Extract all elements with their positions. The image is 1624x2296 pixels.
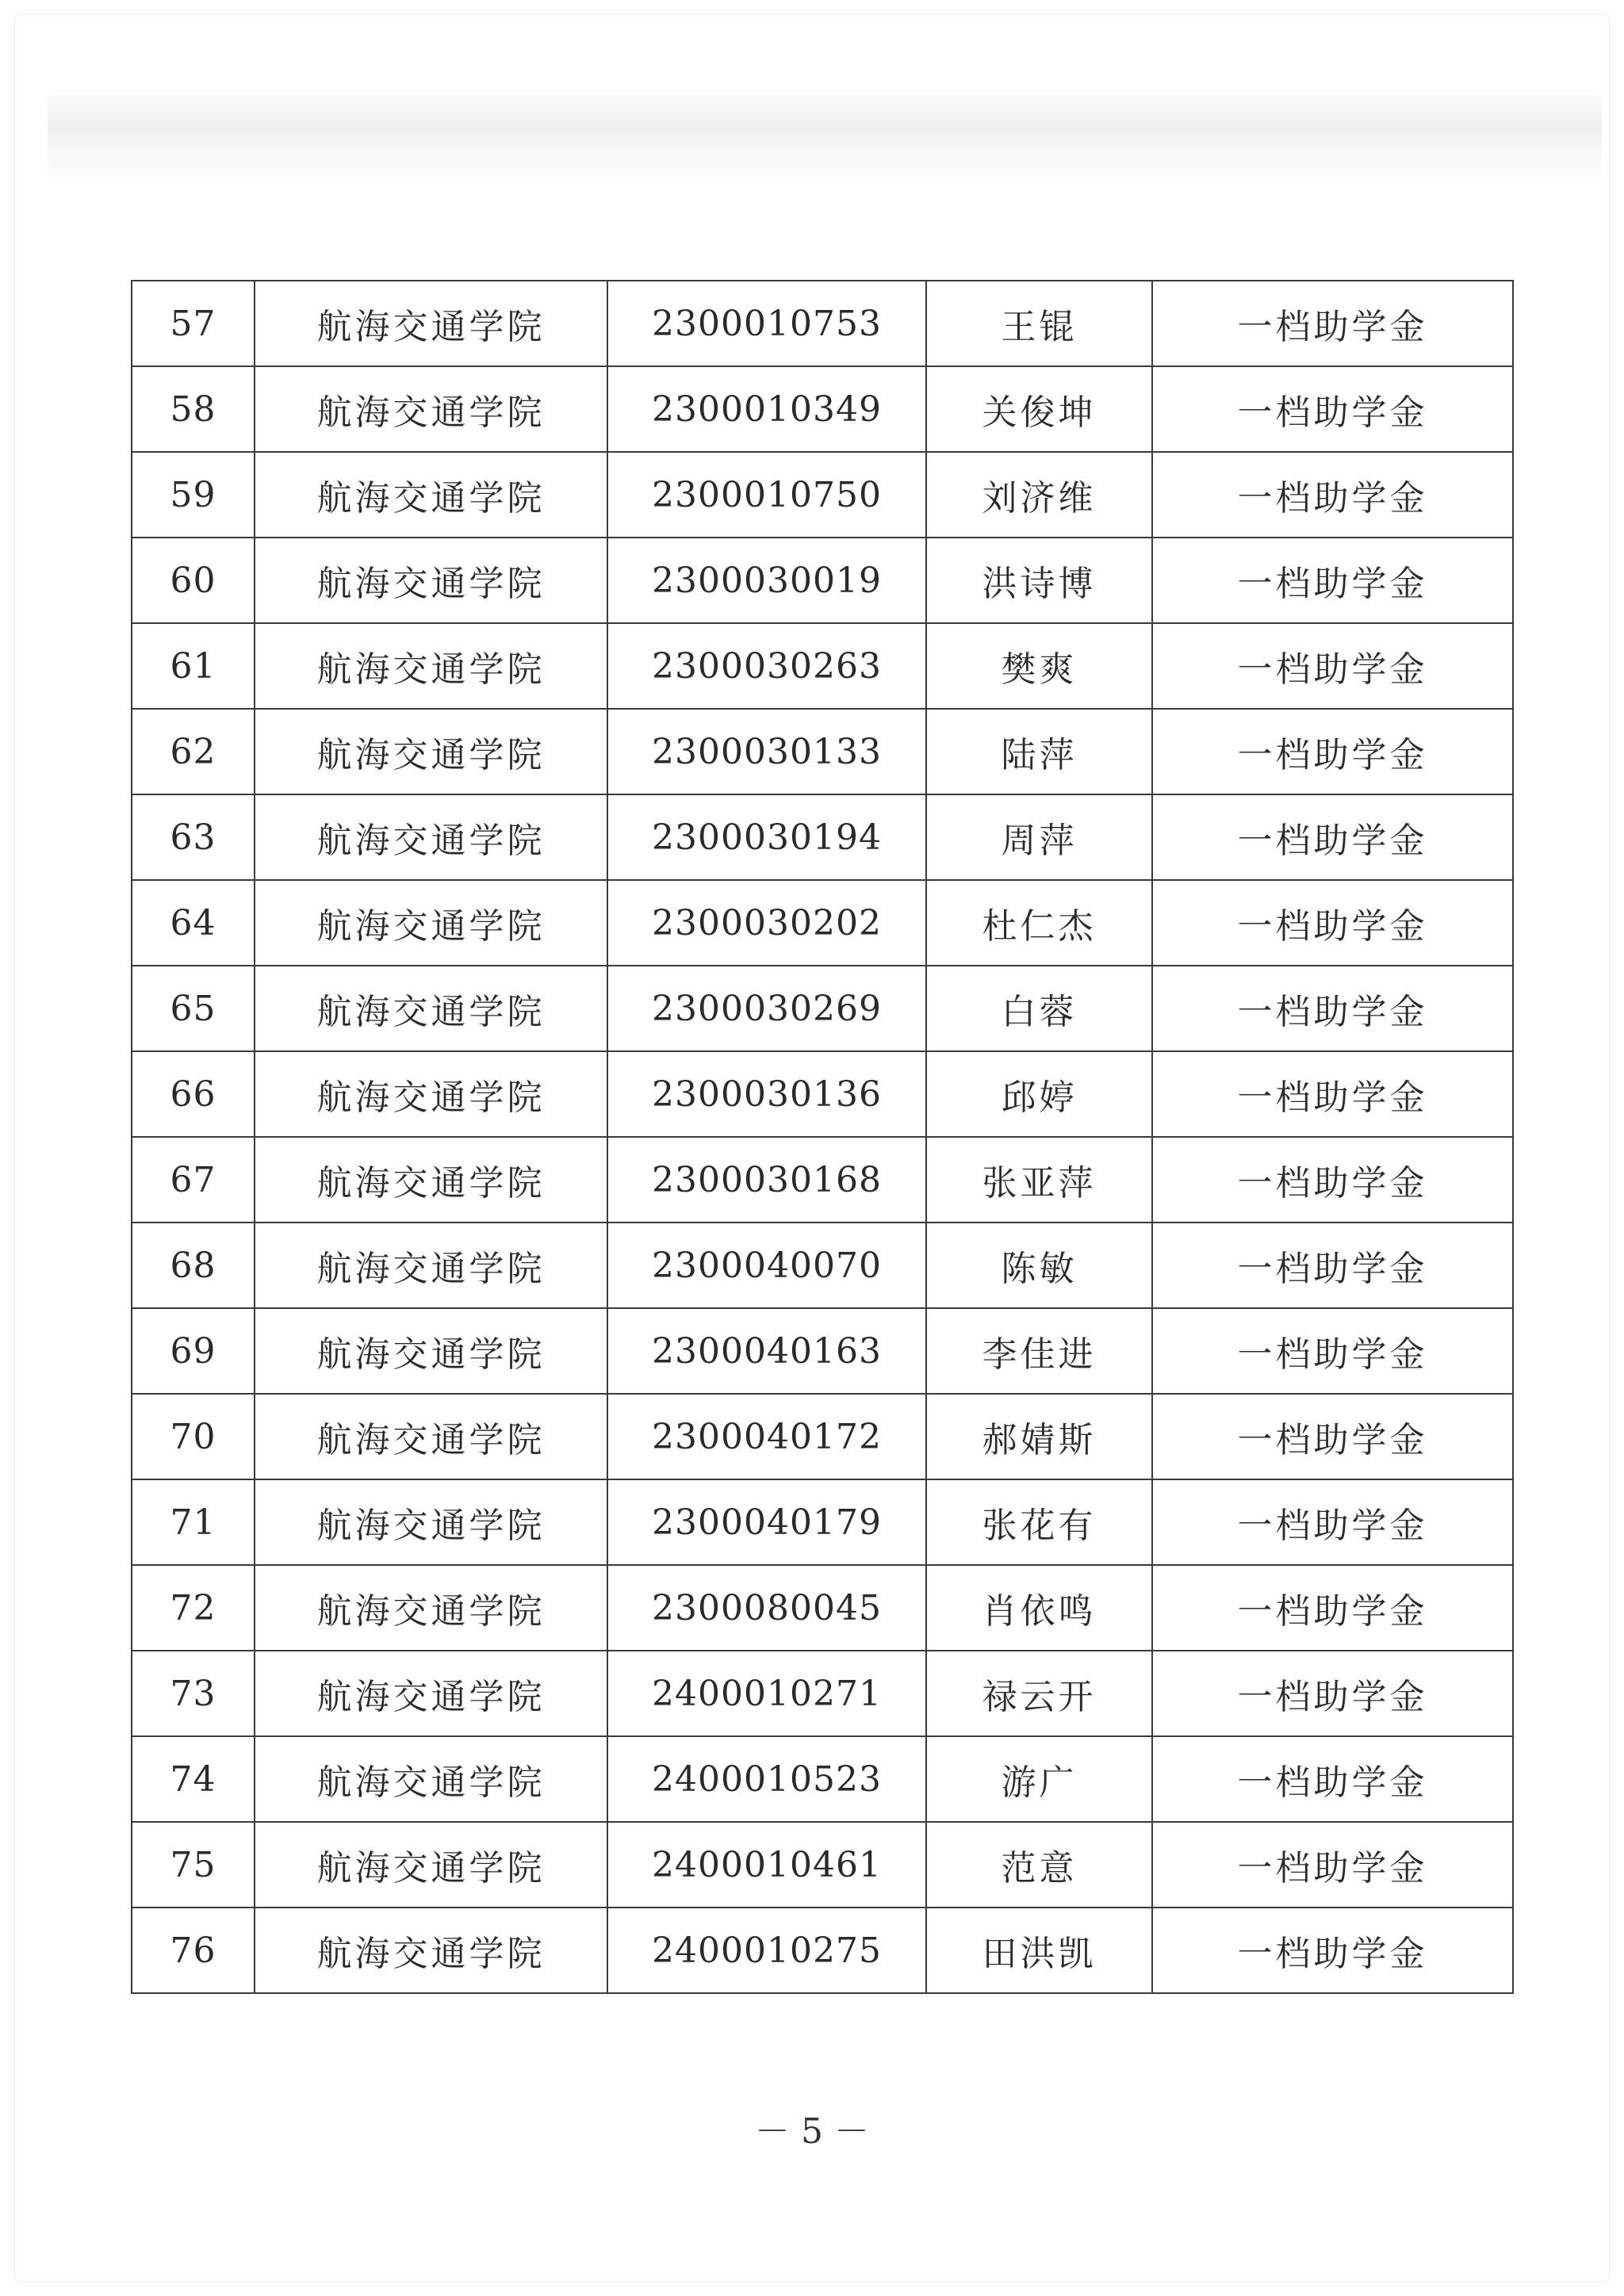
- grant-level-cell: 一档助学金: [1152, 1565, 1513, 1651]
- student-name-cell: 王锟: [926, 281, 1152, 366]
- row-index: 64: [132, 880, 255, 966]
- student-name-cell: 樊爽: [926, 623, 1152, 709]
- student-name-cell: 张亚萍: [926, 1137, 1152, 1223]
- college-cell: 航海交通学院: [255, 794, 607, 880]
- student-id-cell: 2300030019: [607, 538, 926, 623]
- row-index: 75: [132, 1822, 255, 1908]
- college-cell: 航海交通学院: [255, 1394, 607, 1479]
- row-index: 57: [132, 281, 255, 366]
- college-cell: 航海交通学院: [255, 623, 607, 709]
- student-name-cell: 关俊坤: [926, 366, 1152, 452]
- student-id-cell: 2400010275: [607, 1908, 926, 1993]
- grant-level-cell: 一档助学金: [1152, 623, 1513, 709]
- row-index: 65: [132, 966, 255, 1051]
- grant-level-cell: 一档助学金: [1152, 1223, 1513, 1308]
- row-index: 74: [132, 1736, 255, 1822]
- row-index: 69: [132, 1308, 255, 1394]
- table-row: [132, 538, 1513, 623]
- grant-level-cell: 一档助学金: [1152, 1051, 1513, 1137]
- student-id-cell: 2300010750: [607, 452, 926, 538]
- row-index: 66: [132, 1051, 255, 1137]
- student-name-cell: 李佳进: [926, 1308, 1152, 1394]
- grant-level-cell: 一档助学金: [1152, 1736, 1513, 1822]
- scan-artifact-band: [48, 87, 1602, 182]
- student-id-cell: 2300030202: [607, 880, 926, 966]
- student-name-cell: 范意: [926, 1822, 1152, 1908]
- college-cell: 航海交通学院: [255, 1479, 607, 1565]
- college-cell: 航海交通学院: [255, 1051, 607, 1137]
- row-index: 70: [132, 1394, 255, 1479]
- row-index: 58: [132, 366, 255, 452]
- college-cell: 航海交通学院: [255, 1908, 607, 1993]
- college-cell: 航海交通学院: [255, 1137, 607, 1223]
- student-name-cell: 张花有: [926, 1479, 1152, 1565]
- grant-level-cell: 一档助学金: [1152, 966, 1513, 1051]
- student-name-cell: 周萍: [926, 794, 1152, 880]
- row-index: 63: [132, 794, 255, 880]
- roster-body: [132, 281, 1513, 1993]
- grant-level-cell: 一档助学金: [1152, 1822, 1513, 1908]
- student-id-cell: 2400010461: [607, 1822, 926, 1908]
- table-row: [132, 1308, 1513, 1394]
- student-id-cell: 2300010349: [607, 366, 926, 452]
- student-name-cell: 禄云开: [926, 1651, 1152, 1736]
- student-id-cell: 2300030263: [607, 623, 926, 709]
- row-index: 72: [132, 1565, 255, 1651]
- table-row: [132, 366, 1513, 452]
- student-id-cell: 2300040172: [607, 1394, 926, 1479]
- student-name-cell: 白蓉: [926, 966, 1152, 1051]
- student-name-cell: 田洪凯: [926, 1908, 1152, 1993]
- college-cell: 航海交通学院: [255, 1736, 607, 1822]
- college-cell: 航海交通学院: [255, 966, 607, 1051]
- table-row: [132, 281, 1513, 366]
- grant-level-cell: 一档助学金: [1152, 1308, 1513, 1394]
- student-name-cell: 郝婧斯: [926, 1394, 1152, 1479]
- row-index: 61: [132, 623, 255, 709]
- row-index: 59: [132, 452, 255, 538]
- student-name-cell: 邱婷: [926, 1051, 1152, 1137]
- college-cell: 航海交通学院: [255, 880, 607, 966]
- college-cell: 航海交通学院: [255, 1651, 607, 1736]
- grant-level-cell: 一档助学金: [1152, 1394, 1513, 1479]
- student-id-cell: 2400010523: [607, 1736, 926, 1822]
- page-number: － 5 －: [755, 2111, 869, 2152]
- table-row: [132, 794, 1513, 880]
- college-cell: 航海交通学院: [255, 281, 607, 366]
- table-row: [132, 966, 1513, 1051]
- row-index: 71: [132, 1479, 255, 1565]
- grant-level-cell: 一档助学金: [1152, 366, 1513, 452]
- row-index: 76: [132, 1908, 255, 1993]
- grant-level-cell: 一档助学金: [1152, 1479, 1513, 1565]
- table-row: [132, 1565, 1513, 1651]
- row-index: 68: [132, 1223, 255, 1308]
- grant-level-cell: 一档助学金: [1152, 281, 1513, 366]
- college-cell: 航海交通学院: [255, 1565, 607, 1651]
- student-id-cell: 2300040070: [607, 1223, 926, 1308]
- student-name-cell: 杜仁杰: [926, 880, 1152, 966]
- table-row: [132, 1651, 1513, 1736]
- student-id-cell: 2300030168: [607, 1137, 926, 1223]
- student-id-cell: 2300030194: [607, 794, 926, 880]
- grant-level-cell: 一档助学金: [1152, 1137, 1513, 1223]
- student-name-cell: 刘济维: [926, 452, 1152, 538]
- grant-level-cell: 一档助学金: [1152, 538, 1513, 623]
- row-index: 60: [132, 538, 255, 623]
- table-row: [132, 1479, 1513, 1565]
- table-row: [132, 709, 1513, 794]
- student-name-cell: 肖依鸣: [926, 1565, 1152, 1651]
- table-row: [132, 880, 1513, 966]
- college-cell: 航海交通学院: [255, 538, 607, 623]
- grant-level-cell: 一档助学金: [1152, 709, 1513, 794]
- table-row: [132, 1223, 1513, 1308]
- grant-level-cell: 一档助学金: [1152, 1908, 1513, 1993]
- student-name-cell: 洪诗博: [926, 538, 1152, 623]
- row-index: 62: [132, 709, 255, 794]
- student-name-cell: 游广: [926, 1736, 1152, 1822]
- table-row: [132, 1908, 1513, 1993]
- college-cell: 航海交通学院: [255, 366, 607, 452]
- grant-level-cell: 一档助学金: [1152, 1651, 1513, 1736]
- table-row: [132, 1137, 1513, 1223]
- college-cell: 航海交通学院: [255, 1822, 607, 1908]
- table-row: [132, 623, 1513, 709]
- table-row: [132, 452, 1513, 538]
- student-id-cell: 2300030136: [607, 1051, 926, 1137]
- table-row: [132, 1051, 1513, 1137]
- grant-level-cell: 一档助学金: [1152, 880, 1513, 966]
- college-cell: 航海交通学院: [255, 1308, 607, 1394]
- student-id-cell: 2300030269: [607, 966, 926, 1051]
- row-index: 67: [132, 1137, 255, 1223]
- student-id-cell: 2300080045: [607, 1565, 926, 1651]
- table-row: [132, 1394, 1513, 1479]
- table-row: [132, 1736, 1513, 1822]
- student-id-cell: 2400010271: [607, 1651, 926, 1736]
- student-name-cell: 陆萍: [926, 709, 1152, 794]
- student-id-cell: 2300040179: [607, 1479, 926, 1565]
- college-cell: 航海交通学院: [255, 1223, 607, 1308]
- grant-roster-table: [131, 280, 1514, 1994]
- student-id-cell: 2300010753: [607, 281, 926, 366]
- college-cell: 航海交通学院: [255, 709, 607, 794]
- student-name-cell: 陈敏: [926, 1223, 1152, 1308]
- college-cell: 航海交通学院: [255, 452, 607, 538]
- table-row: [132, 1822, 1513, 1908]
- student-id-cell: 2300040163: [607, 1308, 926, 1394]
- grant-level-cell: 一档助学金: [1152, 452, 1513, 538]
- row-index: 73: [132, 1651, 255, 1736]
- student-id-cell: 2300030133: [607, 709, 926, 794]
- grant-level-cell: 一档助学金: [1152, 794, 1513, 880]
